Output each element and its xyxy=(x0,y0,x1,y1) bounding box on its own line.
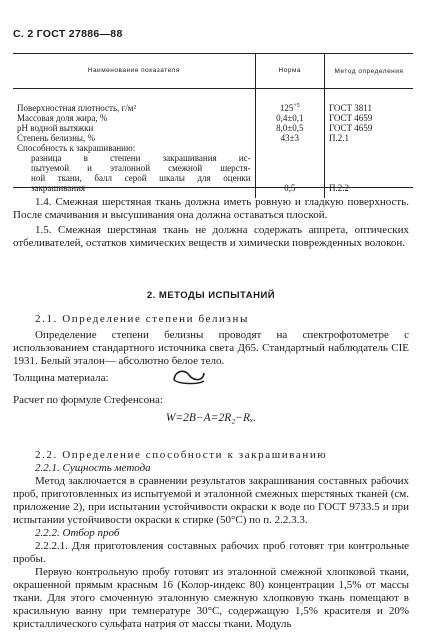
table-row xyxy=(13,89,413,114)
thickness-row xyxy=(13,372,409,390)
section-2-1 xyxy=(13,313,409,425)
body-text xyxy=(13,196,409,250)
row-method: П.2.2 xyxy=(328,183,349,193)
row-name: Массовая доля жира, % xyxy=(17,113,108,123)
heading-2-2-2: 2.2.2. Отбор проб xyxy=(35,527,120,539)
page-header: С. 2 ГОСТ 27886—88 xyxy=(13,28,123,40)
row-name: pH водной вытяжки xyxy=(17,123,94,133)
calc-label: Расчет по формуле Стефенсона: xyxy=(13,394,163,406)
heading-2-1: 2.1. Определение степени белизны xyxy=(35,313,249,325)
row-method: ГОСТ 4659 xyxy=(328,113,373,123)
row-norm: 43±3 xyxy=(255,133,324,143)
table-header-row xyxy=(13,54,413,89)
paragraph-1-4: 1.4. Смежная шерстяная ткань должна иметь ровную и гладкую поверхность. После смачивания и высушивания она должна оставаться плоской. xyxy=(13,196,409,221)
row-name: Степень белизны, % xyxy=(17,133,95,143)
paragraph-2-2-2-1: 2.2.2.1. Для приготовления составных рабочих проб готовят три контрольные пробы. xyxy=(13,540,409,565)
row-name: Поверхностная плотность, г/м² xyxy=(17,103,137,113)
col-header-method: Метод определения xyxy=(324,54,413,89)
section-2 xyxy=(13,289,409,302)
paragraph-2-1: Определение степени белизны проводят на спектрофотометре с использованием стандартного источника света Д65. Стандартный наблюдатель CIE 1931. Белый эталон— абсолютно белое тело. xyxy=(13,329,409,367)
section-title: 2. МЕТОДЫ ИСПЫТАНИЙ xyxy=(146,290,276,301)
table-row xyxy=(13,133,413,143)
col-header-norm: Норма xyxy=(255,54,324,89)
table-row xyxy=(13,143,413,153)
table-row xyxy=(13,153,413,198)
row-method xyxy=(324,143,413,153)
paragraph-2-2-1: Метод заключается в сравнении результатов закрашивания составных рабочих проб, приготовленных из испытуемой и эталонной смежных шерстяных тканей (см. приложение 2), при испытании устойчивости окраски к воде по ГОСТ 9733.5 и при испытании устойчивости окраски к стирке (50°С) по п. 2.2.3.3. xyxy=(13,475,409,526)
paragraph-1-5: 1.5. Смежная шерстяная ткань не должна содержать аппрета, оптических отбеливателей, остатков химических веществ и химически поврежденных волокон. xyxy=(13,224,409,249)
col-header-name: Наименование показателя xyxy=(13,54,255,89)
heading-2-2-1: 2.2.1. Сущность метода xyxy=(35,462,151,474)
row-norm: $125^{+5}$ xyxy=(255,89,324,114)
indicator-table xyxy=(13,53,413,198)
table-row xyxy=(13,123,413,133)
row-method: ГОСТ 4659 xyxy=(328,123,373,133)
paragraph-first-control-sample: Первую контрольную пробу готовят из эталонной смежной хлопковой ткани, окрашенной прямым красным 16 (Колор-индекс 80) концентрации 1,5% от массы ткани. Для этого смоченную эталонную смежную хлопковую ткань помещают в красильную ванну при температуре 30°С, содержащую 1,5% красителя и 20% кристаллического сульфата натрия от массы ткани. Модуль xyxy=(13,566,409,630)
thickness-wave-icon xyxy=(171,368,207,386)
stephenson-formula: W=2B−A=2R₂−Rₓ. xyxy=(165,412,257,424)
row-method: П.2.1 xyxy=(328,133,349,143)
row-norm: 8,0±0,5 xyxy=(255,123,324,133)
row-norm: 0,4±0,1 xyxy=(255,113,324,123)
section-2-2 xyxy=(13,449,409,631)
row-name: Способность к закрашиванию: xyxy=(17,143,136,153)
heading-2-2: 2.2. Определение способности к закрашиванию xyxy=(35,449,328,461)
row-method: ГОСТ 3811 xyxy=(328,103,372,113)
row-norm xyxy=(255,143,324,153)
row-norm: 0,5 xyxy=(255,153,324,198)
thickness-label: Толщина материала: xyxy=(13,372,109,384)
row-name: разница в степени закрашивания ис- пытуемой и эталонной смежной шерстя- ной ткани, балл серой шкалы для оценки закрашивания xyxy=(31,153,251,193)
table-row xyxy=(13,113,413,123)
table-bottom-rule xyxy=(13,187,413,188)
